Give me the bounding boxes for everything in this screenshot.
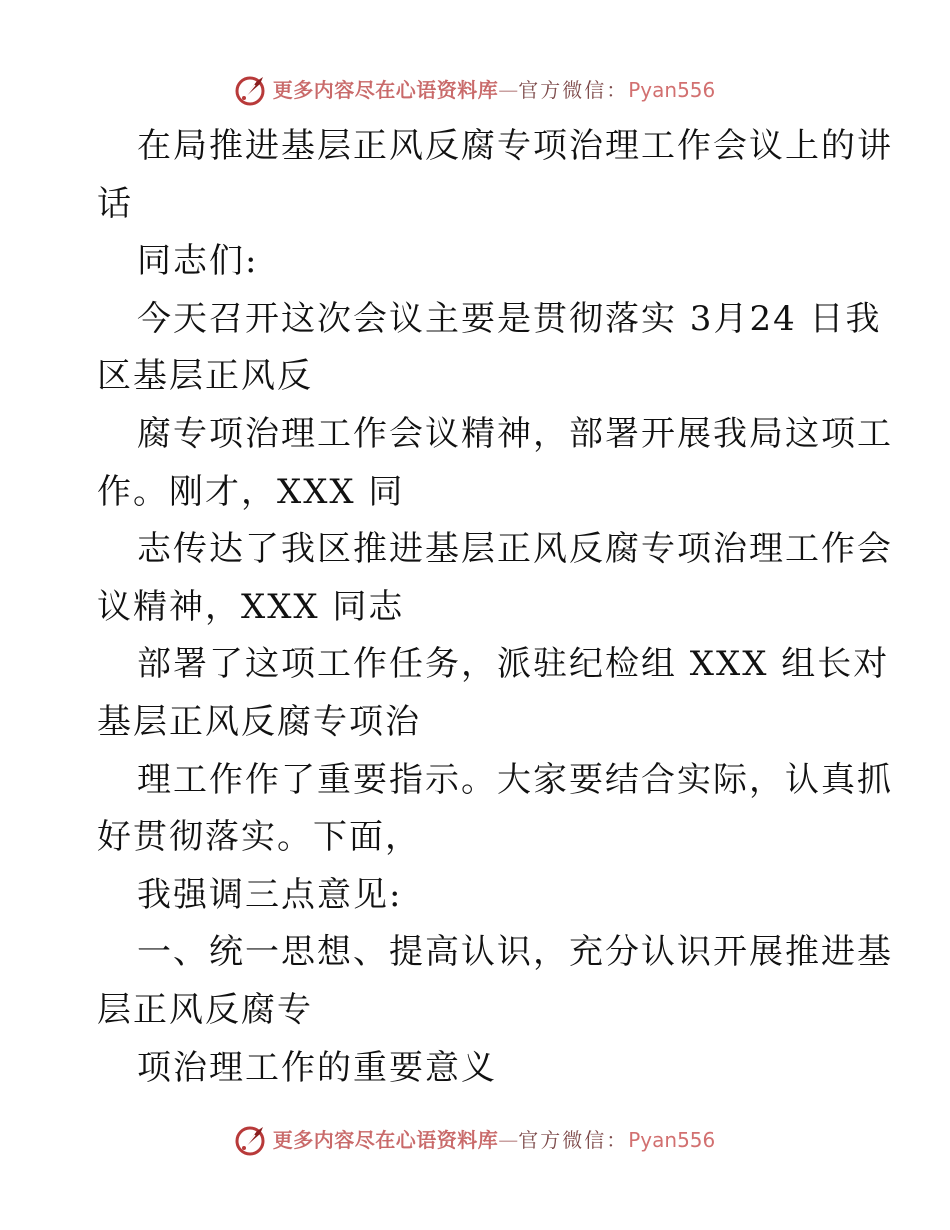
section-heading-line: 项治理工作的重要意义 (137, 1047, 497, 1088)
watermark-separator: — (498, 1128, 519, 1152)
watermark-wechat-label: 官方微信： (518, 78, 629, 102)
header-watermark (0, 70, 950, 110)
paragraph-line: 今天召开这次会议主要是贯彻落实 3月24 日我 (137, 298, 882, 339)
watermark-wechat-id: Pyan556 (628, 1128, 716, 1152)
watermark-main-text: 更多内容尽在心语资料库 (272, 1128, 499, 1152)
paragraph-line: 理工作作了重要指示。大家要结合实际，认真抓 (137, 759, 893, 800)
footer-watermark (0, 1120, 950, 1160)
paragraph-line: 腐专项治理工作会议精神，部署开展我局这项工 (137, 413, 893, 454)
section-heading-line: 层正风反腐专 (97, 989, 313, 1030)
watermark-main-text: 更多内容尽在心语资料库 (272, 78, 499, 102)
quill-logo-icon (235, 73, 269, 107)
paragraph-line: 作。刚才，XXX 同 (97, 471, 405, 512)
section-heading-line: 一、统一思想、提高认识，充分认识开展推进基 (137, 932, 893, 973)
paragraph-line: 好贯彻落实。下面， (97, 817, 421, 858)
quill-logo-icon (235, 1123, 269, 1157)
watermark-separator: — (498, 78, 519, 102)
document-title-line-2: 话 (97, 183, 133, 224)
paragraph-line: 我强调三点意见: (137, 874, 403, 915)
paragraph-line: 区基层正风反 (97, 356, 313, 397)
paragraph-line: 志传达了我区推进基层正风反腐专项治理工作会 (137, 529, 893, 570)
paragraph-line: 议精神，XXX 同志 (97, 586, 405, 627)
watermark-wechat-id: Pyan556 (628, 78, 716, 102)
salutation: 同志们: (137, 241, 259, 282)
watermark-wechat-label: 官方微信： (518, 1128, 629, 1152)
document-body (97, 118, 893, 1097)
paragraph-line: 基层正风反腐专项治 (97, 701, 421, 742)
paragraph-line: 部署了这项工作任务，派驻纪检组 XXX 组长对 (137, 644, 890, 685)
document-title-line-1: 在局推进基层正风反腐专项治理工作会议上的讲 (137, 126, 893, 166)
